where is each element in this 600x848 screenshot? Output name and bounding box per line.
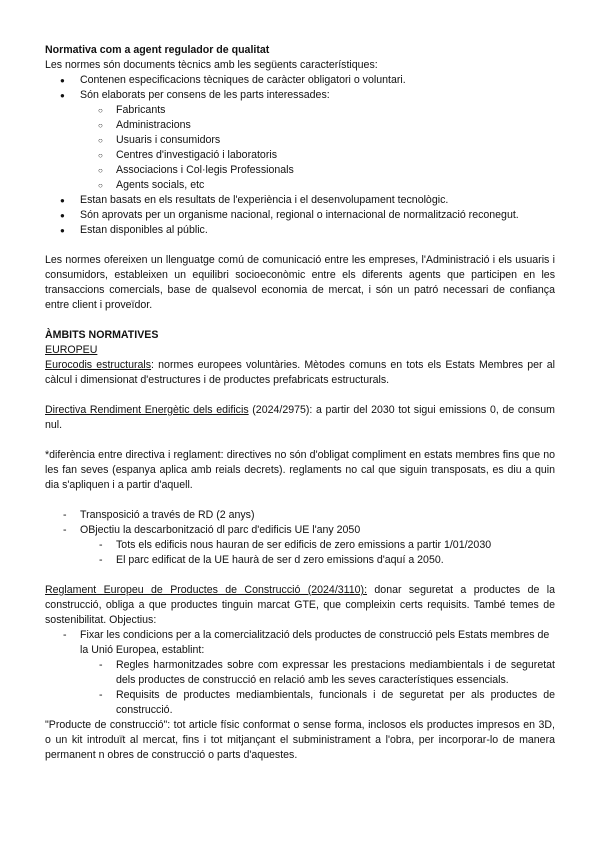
list-item: - Tots els edificis nous hauran de ser edificis de zero emissions a partir 1/01/2030 — [45, 538, 555, 553]
directiva-dash-list — [45, 508, 555, 538]
list-item: - Fixar les condicions per a la comercialització dels productes de construcció pels Estats membres de la Unió Europea, establint: — [45, 628, 555, 658]
list-item: ○ Administracions — [45, 118, 555, 133]
paragraph-directiva — [45, 403, 555, 433]
note-paragraph: *diferència entre directiva i reglament: directives no són d'obligat compliment en estats membres fins que no les fan seves (espanya aplica amb reials decrets). reglaments no cal que siguin transposats, es diu a quin dia s'apliquen i a partir d'aquell. — [45, 449, 555, 491]
list-item: ○ Fabricants — [45, 103, 555, 118]
directiva-sub-dash-list — [45, 538, 555, 568]
reglament-text: donar seguretat a productes de la construcció, obliga a que productes tinguin marcat GTE, que compleixin certs requisits. També temes de sostenibilitat. Objectius: — [45, 584, 555, 626]
paragraph-eurocodis — [45, 358, 555, 388]
list-item: ● Són aprovats per un organisme nacional, regional o internacional de normalització reconegut. — [45, 208, 555, 223]
directiva-text: (2024/2975): a partir del 2030 tot sigui emissions 0, de consum nul. — [45, 404, 555, 431]
list-item: ○ Associacions i Col·legis Professionals — [45, 163, 555, 178]
list-item: ○ Agents socials, etc — [45, 178, 555, 193]
section-heading-ambits: ÀMBITS NORMATIVES — [45, 329, 159, 341]
stakeholders-list — [45, 103, 555, 193]
paragraph-producte: "Producte de construcció": tot article físic conformat o sense forma, inclosos els productes impresos en 3D, o un kit introduït al mercat, fins i tot mitjançant el subministrament a l'obra, per incorporar-lo de manera permanent n obres de construcció o parts d'aquestes. — [45, 719, 555, 761]
reglament-dash-list — [45, 628, 555, 658]
list-item: - Requisits de productes mediambientals, funcionals i de seguretat per als productes de construcció. — [45, 688, 555, 718]
directiva-label: Directiva Rendiment Energètic dels edificis — [45, 404, 249, 416]
reglament-sub-dash-list — [45, 658, 555, 718]
list-item: ● Estan basats en els resultats de l'experiència i el desenvolupament tecnològic. — [45, 193, 555, 208]
reglament-label: Reglament Europeu de Productes de Construcció (2024/3110): — [45, 584, 368, 596]
list-item: ● Contenen especificacions tècniques de caràcter obligatori o voluntari. — [45, 73, 555, 88]
intro-text: Les normes són documents tècnics amb les següents característiques: — [45, 59, 378, 71]
list-item: - Transposició a través de RD (2 anys) — [45, 508, 555, 523]
paragraph-reglament — [45, 583, 555, 628]
document-page — [45, 43, 555, 763]
subheading-europeu: EUROPEU — [45, 344, 98, 356]
eurocodis-label: Eurocodis estructurals — [45, 359, 152, 371]
list-item: ○ Usuaris i consumidors — [45, 133, 555, 148]
characteristics-list — [45, 73, 555, 103]
characteristics-list-cont — [45, 193, 555, 238]
paragraph-normes: Les normes ofereixen un llenguatge comú de comunicació entre les empreses, l'Administració i els usuaris i consumidors, estableixen un equilibri socioeconòmic entre els diferents agents que participen en les transaccions comercials, base de qualsevol economia de mercat, i són un patró necessari de confiança entre client i proveïdor. — [45, 254, 555, 311]
list-item: ○ Centres d'investigació i laboratoris — [45, 148, 555, 163]
list-item: ● Són elaborats per consens de les parts interessades: — [45, 88, 555, 103]
section-heading-normativa: Normativa com a agent regulador de qualitat — [45, 44, 270, 56]
list-item: ● Estan disponibles al públic. — [45, 223, 555, 238]
eurocodis-text: : normes europees voluntàries. Mètodes comuns en tots els Estats Membres per al càlcul i dimensionat d'estructures i de productes prefabricats estructurals. — [45, 359, 555, 386]
list-item: - Regles harmonitzades sobre com expressar les prestacions mediambientals i de seguretat dels productes de construcció en relació amb les seves característiques essencials. — [45, 658, 555, 688]
list-item: - OBjectiu la descarbonització dl parc d'edificis UE l'any 2050 — [45, 523, 555, 538]
list-item: - El parc edificat de la UE haurà de ser d zero emissions d'aquí a 2050. — [45, 553, 555, 568]
